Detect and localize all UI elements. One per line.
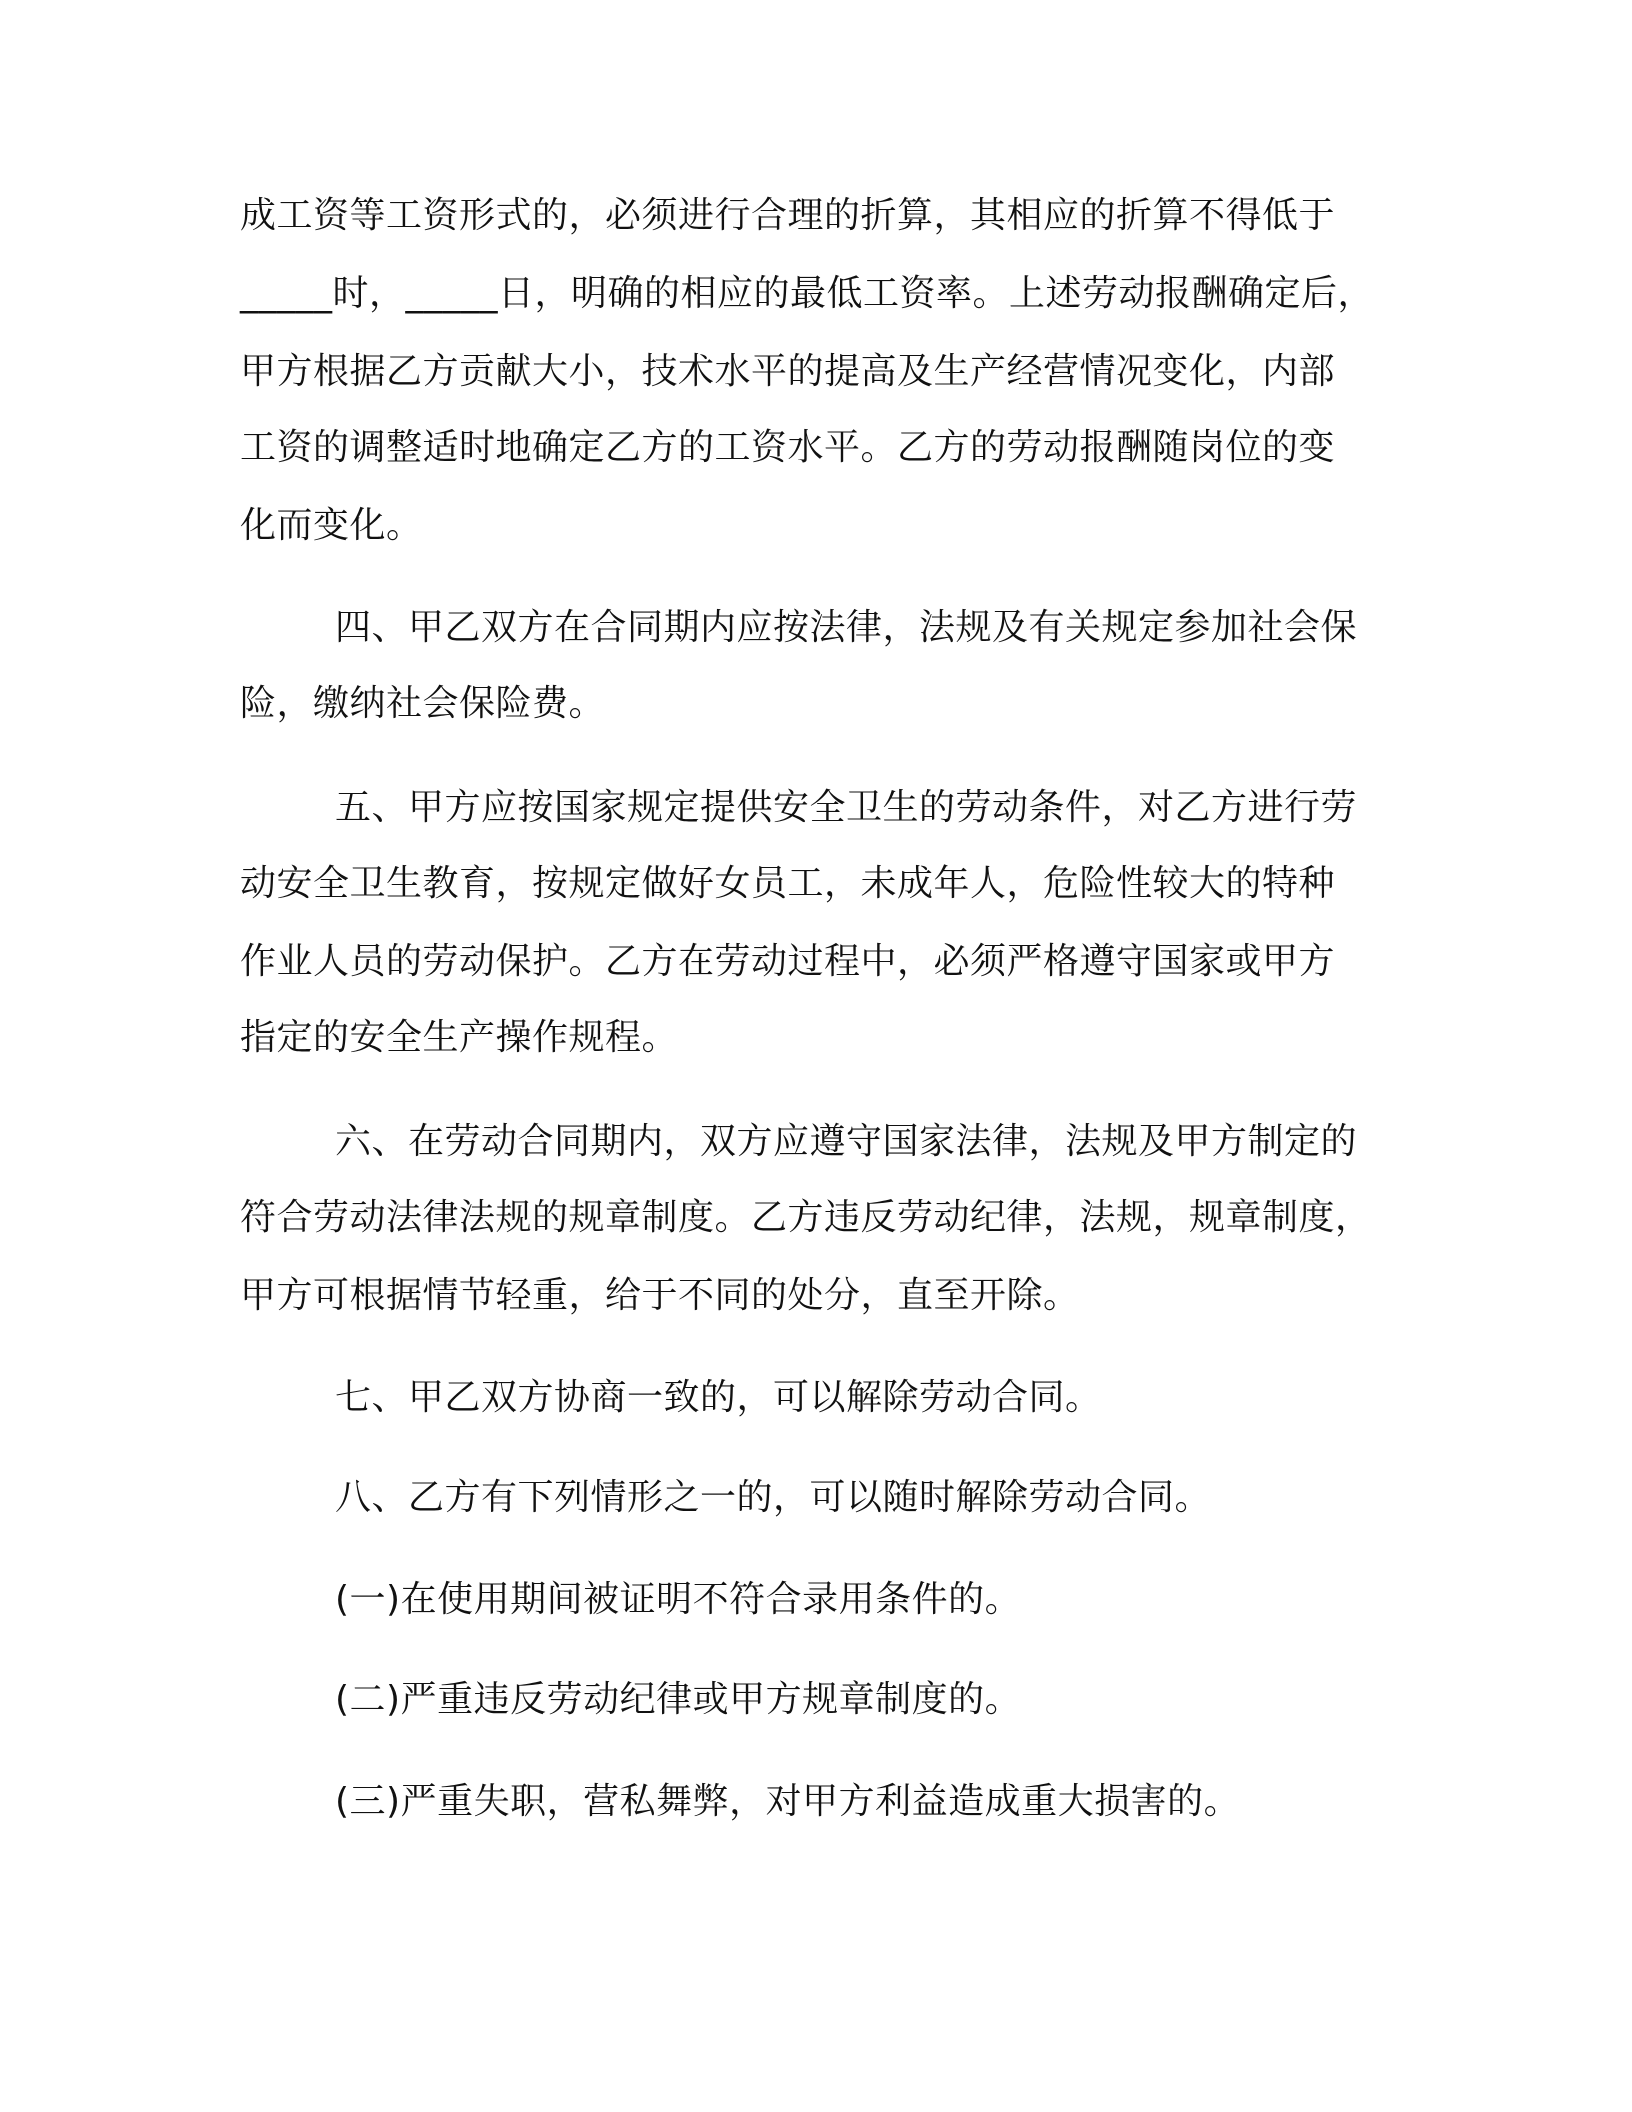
text-line: 险，缴纳社会保险费。 [240, 683, 606, 724]
text-line: (一)在使用期间被证明不符合录用条件的。 [335, 1579, 1022, 1620]
text-line: (三)严重失职，营私舞弊，对甲方利益造成重大损害的。 [335, 1781, 1241, 1822]
text-line: 甲方根据乙方贡献大小，技术水平的提高及生产经营情况变化，内部 [240, 351, 1336, 392]
text-line: 六、在劳动合同期内，双方应遵守国家法律，法规及甲方制定的 [335, 1121, 1358, 1162]
text-line: 成工资等工资形式的，必须进行合理的折算，其相应的折算不得低于 [240, 195, 1336, 236]
text-line: 七、甲乙双方协商一致的，可以解除劳动合同。 [335, 1377, 1102, 1418]
text-line: 化而变化。 [240, 505, 423, 546]
text-line: 作业人员的劳动保护。乙方在劳动过程中，必须严格遵守国家或甲方 [240, 941, 1336, 982]
text-line: 工资的调整适时地确定乙方的工资水平。乙方的劳动报酬随岗位的变 [240, 427, 1336, 468]
text-line: 动安全卫生教育，按规定做好女员工，未成年人，危险性较大的特种 [240, 863, 1336, 904]
text-line: 八、乙方有下列情形之一的，可以随时解除劳动合同。 [335, 1477, 1212, 1518]
text-line: 四、甲乙双方在合同期内应按法律，法规及有关规定参加社会保 [335, 607, 1358, 648]
text-line: (二)严重违反劳动纪律或甲方规章制度的。 [335, 1679, 1022, 1720]
text-line: 指定的安全生产操作规程。 [240, 1017, 679, 1058]
text-line: 符合劳动法律法规的规章制度。乙方违反劳动纪律，法规，规章制度， [240, 1197, 1372, 1238]
text-line: 甲方可根据情节轻重，给于不同的处分，直至开除。 [240, 1275, 1080, 1316]
text-line: 五、甲方应按国家规定提供安全卫生的劳动条件，对乙方进行劳 [335, 787, 1358, 828]
text-line: _____时，_____日，明确的相应的最低工资率。上述劳动报酬确定后， [240, 273, 1375, 314]
